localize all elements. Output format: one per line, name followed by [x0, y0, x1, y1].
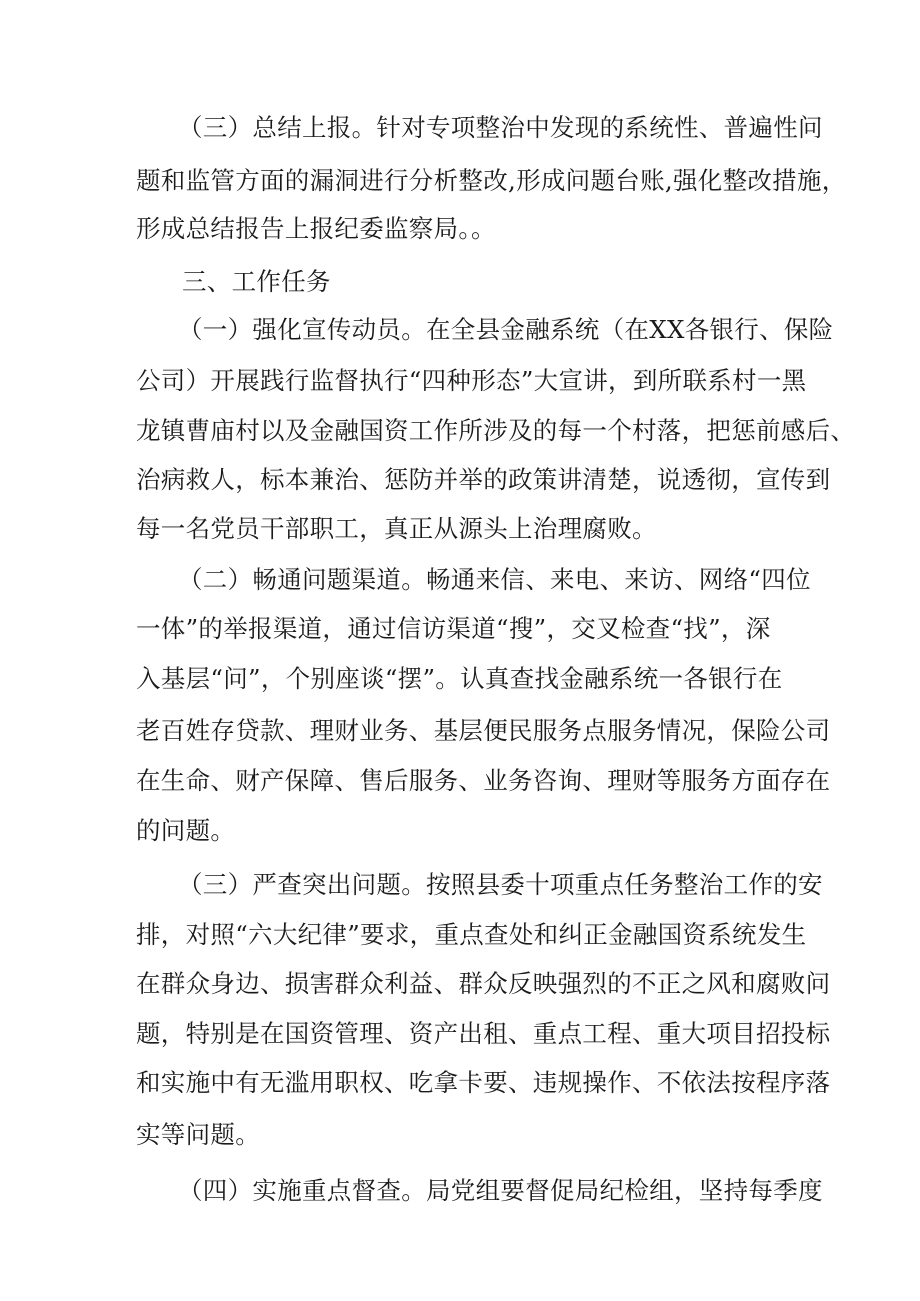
text-line: 形成总结报告上报纪委监察局。。 — [136, 214, 496, 243]
text-line: 的问题。 — [136, 816, 236, 845]
text-line: 一体”的举报渠道，通过信访渠道“搜”，交叉检查“找”，深 — [136, 614, 771, 643]
text-line: （一）强化宣传动员。在全县金融系统（在XX各银行、保险 — [178, 315, 834, 344]
text-line: 在生命、财产保障、售后服务、业务咨询、理财等服务方面存在 — [136, 766, 831, 795]
text-line: （二）畅通问题渠道。畅通来信、来电、来访、网络“四位 — [178, 565, 811, 594]
text-line: （三）总结上报。针对专项整治中发现的系统性、普遍性问 — [178, 113, 823, 142]
text-line: 题和监管方面的漏洞进行分析整改,形成问题台账,强化整改措施， — [136, 166, 847, 195]
text-line: 在群众身边、损害群众利益、群众反映强烈的不正之风和腐败问 — [136, 969, 831, 998]
text-line: 公司）开展践行监督执行“四种形态”大宣讲，到所联系村一黑 — [136, 366, 807, 395]
text-line: 龙镇曹庙村以及金融国资工作所涉及的每一个村落，把惩前感后、 — [136, 416, 856, 445]
text-line: 每一名党员干部职工，真正从源头上治理腐败。 — [136, 514, 657, 543]
text-line: 老百姓存贷款、理财业务、基层便民服务点服务情况，保险公司 — [136, 716, 831, 745]
text-line: 治病救人，标本兼治、惩防并举的政策讲清楚，说透彻，宣传到 — [136, 465, 831, 494]
text-line: 和实施中有无滥用职权、吃拿卡要、违规操作、不依法按程序落 — [136, 1068, 831, 1097]
section-heading: 三、工作任务 — [182, 267, 331, 296]
text-line: （四）实施重点督查。局党组要督促局纪检组，坚持每季度 — [178, 1176, 823, 1205]
text-line: 入基层“问”，个别座谈“摆”。认真查找金融系统一各银行在 — [136, 664, 783, 693]
text-line: （三）严查突出问题。按照县委十项重点任务整治工作的安 — [178, 870, 823, 899]
text-line: 题，特别是在国资管理、资产出租、重点工程、重大项目招投标 — [136, 1019, 831, 1048]
text-line: 实等问题。 — [136, 1120, 260, 1149]
text-line: 排，对照“六大纪律”要求，重点查处和纠正金融国资系统发生 — [136, 920, 807, 949]
